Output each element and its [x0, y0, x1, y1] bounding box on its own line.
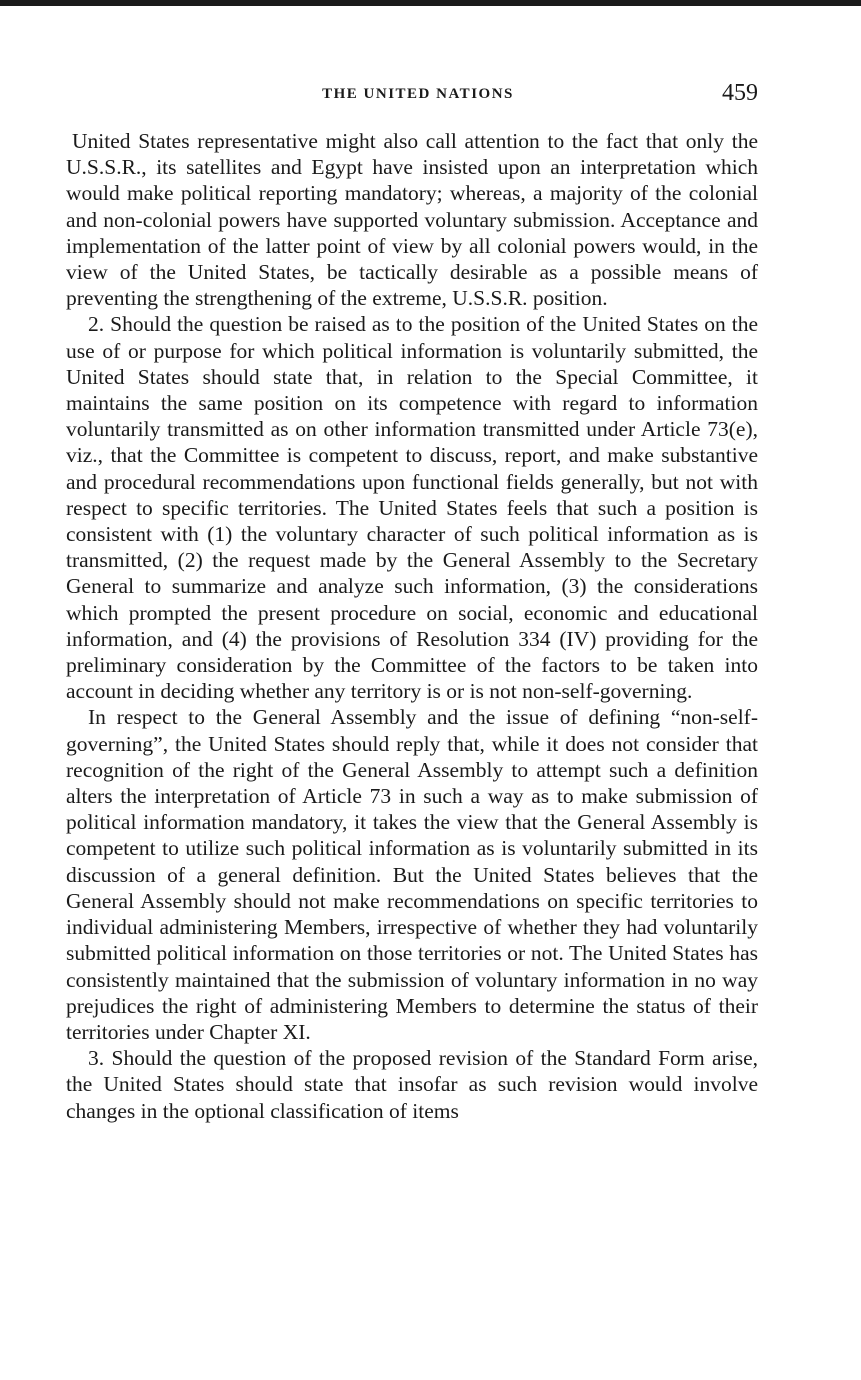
body-text	[66, 128, 758, 1124]
page-number: 459	[722, 80, 758, 106]
running-head	[66, 78, 758, 112]
paragraph-point-3: 3. Should the question of the proposed revision of the Standard Form arise, the United States should state that insofar as such revision would involve changes in the optional classification of items	[66, 1046, 758, 1123]
top-edge-rule	[0, 0, 861, 6]
document-page	[66, 78, 758, 1124]
running-title: THE UNITED NATIONS	[322, 86, 514, 102]
paragraph-point-2: 2. Should the question be raised as to the position of the United States on the use of or purpose for which political information is voluntarily submitted, the United States should state that, in relation to the Special Committee, it maintains the same position on its competence with regard to information voluntarily transmitted as on other information transmitted under Article 73(e), viz., that the Committee is competent to discuss, report, and make substantive and procedural recommendations upon functional fields generally, but not with respect to specific territories. The United States feels that such a position is consistent with (1) the voluntary character of such political information as is transmitted, (2) the request made by the General Assembly to the Secretary General to summarize and analyze such information, (3) the considerations which prompted the present procedure on social, economic and educational information, and (4) the provisions of Resolution 334 (IV) providing for the preliminary consideration by the Committee of the factors to be taken into account in deciding whether any territory is or is not non-self-governing.	[66, 312, 758, 704]
paragraph-continued: United States representative might also call attention to the fact that only the U.S.S.R., its satellites and Egypt have insisted upon an interpretation which would make political reporting mandatory; whereas, a majority of the colonial and non-colonial powers have supported voluntary submission. Acceptance and implementation of the latter point of view by all colonial powers would, in the view of the United States, be tactically desirable as a possible means of preventing the strengthening of the extreme, U.S.S.R. position.	[66, 129, 758, 311]
paragraph-general-assembly: In respect to the General Assembly and the issue of defining “non-self-governing”, the United States should reply that, while it does not consider that recognition of the right of the General Assembly to attempt such a definition alters the interpretation of Article 73 in such a way as to make submission of political information mandatory, it takes the view that the General Assembly is competent to utilize such political information as is voluntarily submitted in its discussion of a general definition. But the United States believes that the General Assembly should not make recommendations on specific territories to individual administering Members, irrespective of whether they had voluntarily submitted political information on those territories or not. The United States has consistently maintained that the submission of voluntary information in no way prejudices the right of administering Members to determine the status of their territories under Chapter XI.	[66, 705, 758, 1044]
